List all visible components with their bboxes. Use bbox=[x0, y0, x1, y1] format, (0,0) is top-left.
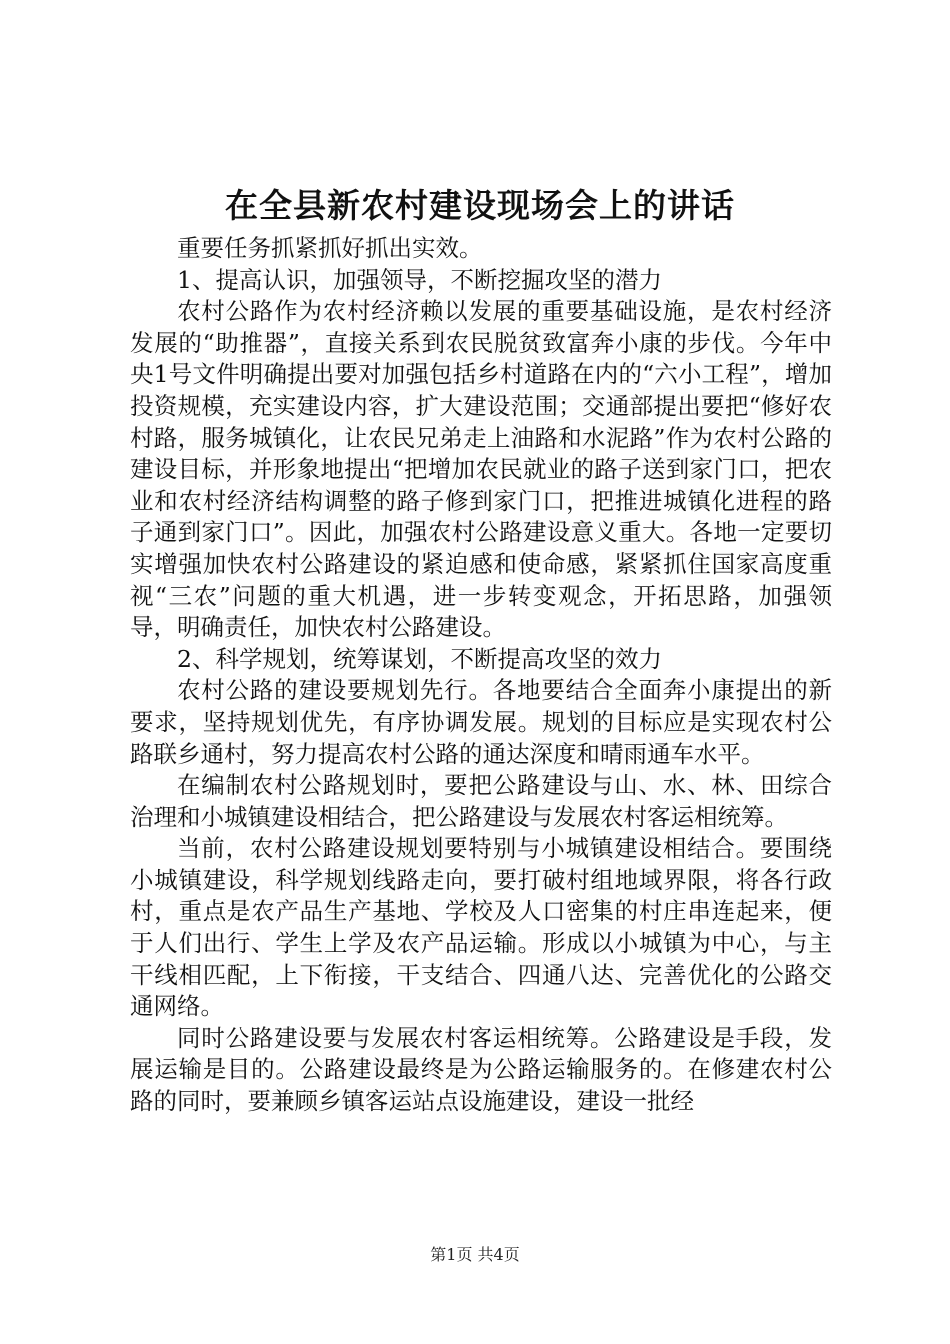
paragraph: 在编制农村公路规划时，要把公路建设与山、水、林、田综合治理和小城镇建设相结合，把公路建设与发展农村客运相统筹。 bbox=[130, 771, 832, 831]
paragraph: 同时公路建设要与发展农村客运相统筹。公路建设是手段，发展运输是目的。公路建设最终是为公路运输服务的。在修建农村公路的同时，要兼顾乡镇客运站点设施建设，建设一批经 bbox=[130, 1023, 832, 1116]
document-title: 在全县新农村建设现场会上的讲话 bbox=[225, 186, 735, 225]
paragraph: 重要任务抓紧抓好抓出实效。 bbox=[177, 234, 483, 262]
paragraph: 当前，农村公路建设规划要特别与小城镇建设相结合。要围绕小城镇建设，科学规划线路走向，要打破村组地域界限，将各行政村，重点是农产品生产基地、学校及人口密集的村庄串连起来，便于人们出行、学生上学及农产品运输。形成以小城镇为中心，与主干线相匹配，上下衔接，干支结合、四通八达、完善优化的公路交通网络。 bbox=[130, 834, 832, 1021]
document-body bbox=[130, 233, 832, 1118]
section-heading: 1、提高认识，加强领导，不断挖掘攻坚的潜力 bbox=[177, 265, 662, 294]
paragraph: 农村公路的建设要规划先行。各地要结合全面奔小康提出的新要求，坚持规划优先，有序协调发展。规划的目标应是实现农村公路联乡通村，努力提高农村公路的通达深度和晴雨通车水平。 bbox=[130, 676, 832, 768]
section-heading: 2、科学规划，统筹谋划，不断提高攻坚的效力 bbox=[177, 644, 662, 673]
page-footer: 第1页 共4页 bbox=[430, 1245, 520, 1264]
paragraph: 农村公路作为农村经济赖以发展的重要基础设施，是农村经济发展的“助推器”，直接关系到农民脱贫致富奔小康的步伐。今年中央1号文件明确提出要对加强包括乡村道路在内的“六小工程”，增加投资规模，充实建设内容，扩大建设范围；交通部提出要把“修好农村路，服务城镇化，让农民兄弟走上油路和水泥路”作为农村公路的建设目标，并形象地提出“把增加农民就业的路子送到家门口，把农业和农村经济结构调整的路子修到家门口，把推进城镇化进程的路子通到家门口”。因此，加强农村公路建设意义重大。各地一定要切实增强加快农村公路建设的紧迫感和使命感，紧紧抓住国家高度重视“三农”问题的重大机遇，进一步转变观念，开拓思路，加强领导，明确责任，加快农村公路建设。 bbox=[130, 297, 832, 642]
